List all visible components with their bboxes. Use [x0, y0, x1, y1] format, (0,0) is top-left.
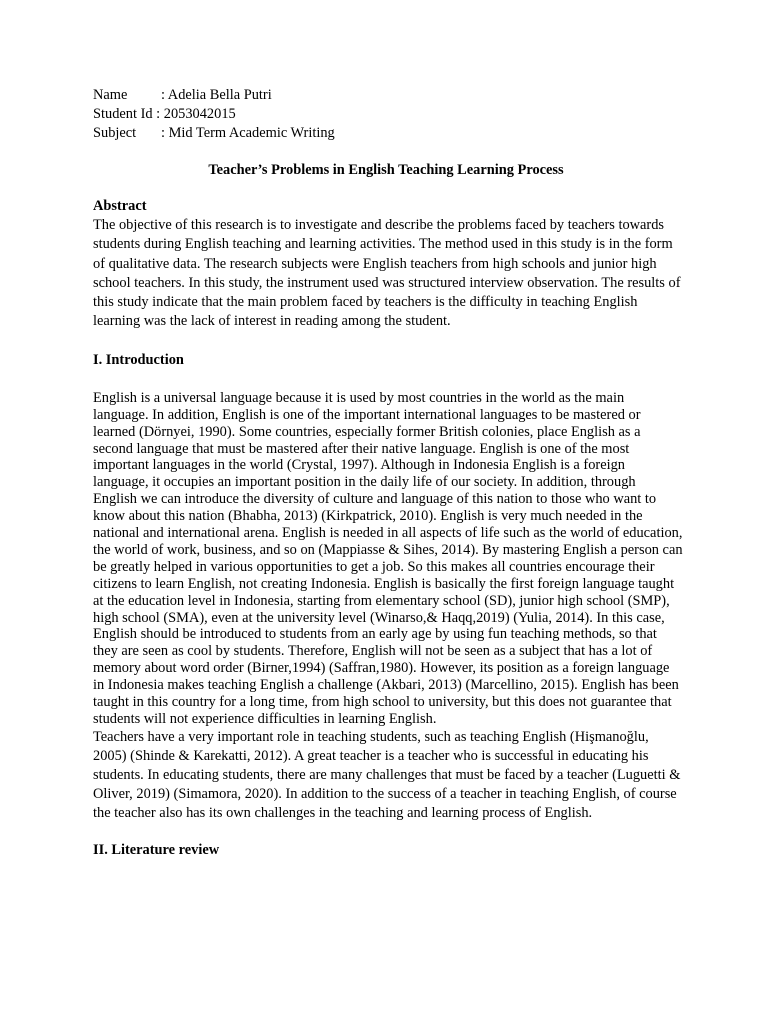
introduction-heading: I. Introduction [93, 351, 184, 368]
abstract-text: The objective of this research is to investigate and describe the problems faced by teachers towards students during English teaching and learning activities. The method used in this study is in the form of qualitative data. The research subjects were English teachers from high schools and junior high school teachers. In this study, the instrument used was structured interview observation. The results of this study indicate that the main problem faced by teachers is the difficulty in teaching English learning was the lack of interest in reading among the student. [93, 217, 681, 330]
subject-value: : Mid Term Academic Writing [161, 125, 335, 141]
student-id: Student Id : 2053042015 [93, 106, 236, 122]
subject-line [93, 124, 683, 143]
document-title: Teacher’s Problems in English Teaching Learning Process [208, 162, 564, 178]
document-page [93, 86, 683, 860]
name-line [93, 86, 683, 105]
introduction-paragraph-2: Teachers have a very important role in teaching students, such as teaching English (Hişmanoğlu, 2005) (Shinde & Karekatti, 2012). A great teacher is a teacher who is successful in educating his students. In educating students, there are many challenges that must be faced by a teacher (Luguetti & Oliver, 2019) (Simamora, 2020). In addition to the success of a teacher in teaching English, of course the teacher also has its own challenges in the teaching and learning process of English. [93, 728, 681, 821]
student-id-line [93, 105, 683, 124]
literature-review-heading: II. Literature review [93, 841, 220, 858]
subject-label: Subject [93, 125, 137, 141]
abstract-heading: Abstract [93, 198, 147, 214]
introduction-paragraph-1: English is a universal language because it is used by most countries in the world as the main language. In addition, English is one of the important international languages to be mastered or learned (Dörnyei, 1990). Some countries, especially former British colonies, place English as a second language that must be mastered after their native language. English is one of the most important languages in the world (Crystal, 1997). Although in Indonesia English is a foreign language, it occupies an important position in the daily life of our society. In addition, through English we can introduce the diversity of culture and language of this nation to those who want to know about this nation (Bhabha, 2013) (Kirkpatrick, 2010). English is very much needed in the national and international arena. English is needed in all aspects of life such as the world of education, the world of work, business, and so on (Mappiasse & Sihes, 2014). By mastering English a person can be greatly helped in various opportunities to get a job. So this makes all countries encourage their citizens to learn English, not creating Indonesia. English is basically the first foreign language taught at the education level in Indonesia, starting from elementary school (SD), junior high school (SMP), high school (SMA), even at the university level (Winarso,& Haqq,2019) (Yulia, 2014). In this case, English should be introduced to students from an early age by using fun teaching methods, so that they are seen as cool by students. Therefore, English will not be seen as a subject that has a lot of memory about word order (Birner,1994) (Saffran,1980). However, its position as a foreign language in Indonesia makes teaching English a challenge (Akbari, 2013) (Marcellino, 2015). English has been taught in this country for a long time, from high school to university, but this does not guarantee that students will not experience difficulties in learning English. [93, 389, 683, 727]
name-value: : Adelia Bella Putri [161, 87, 272, 103]
name-label: Name [93, 87, 128, 103]
